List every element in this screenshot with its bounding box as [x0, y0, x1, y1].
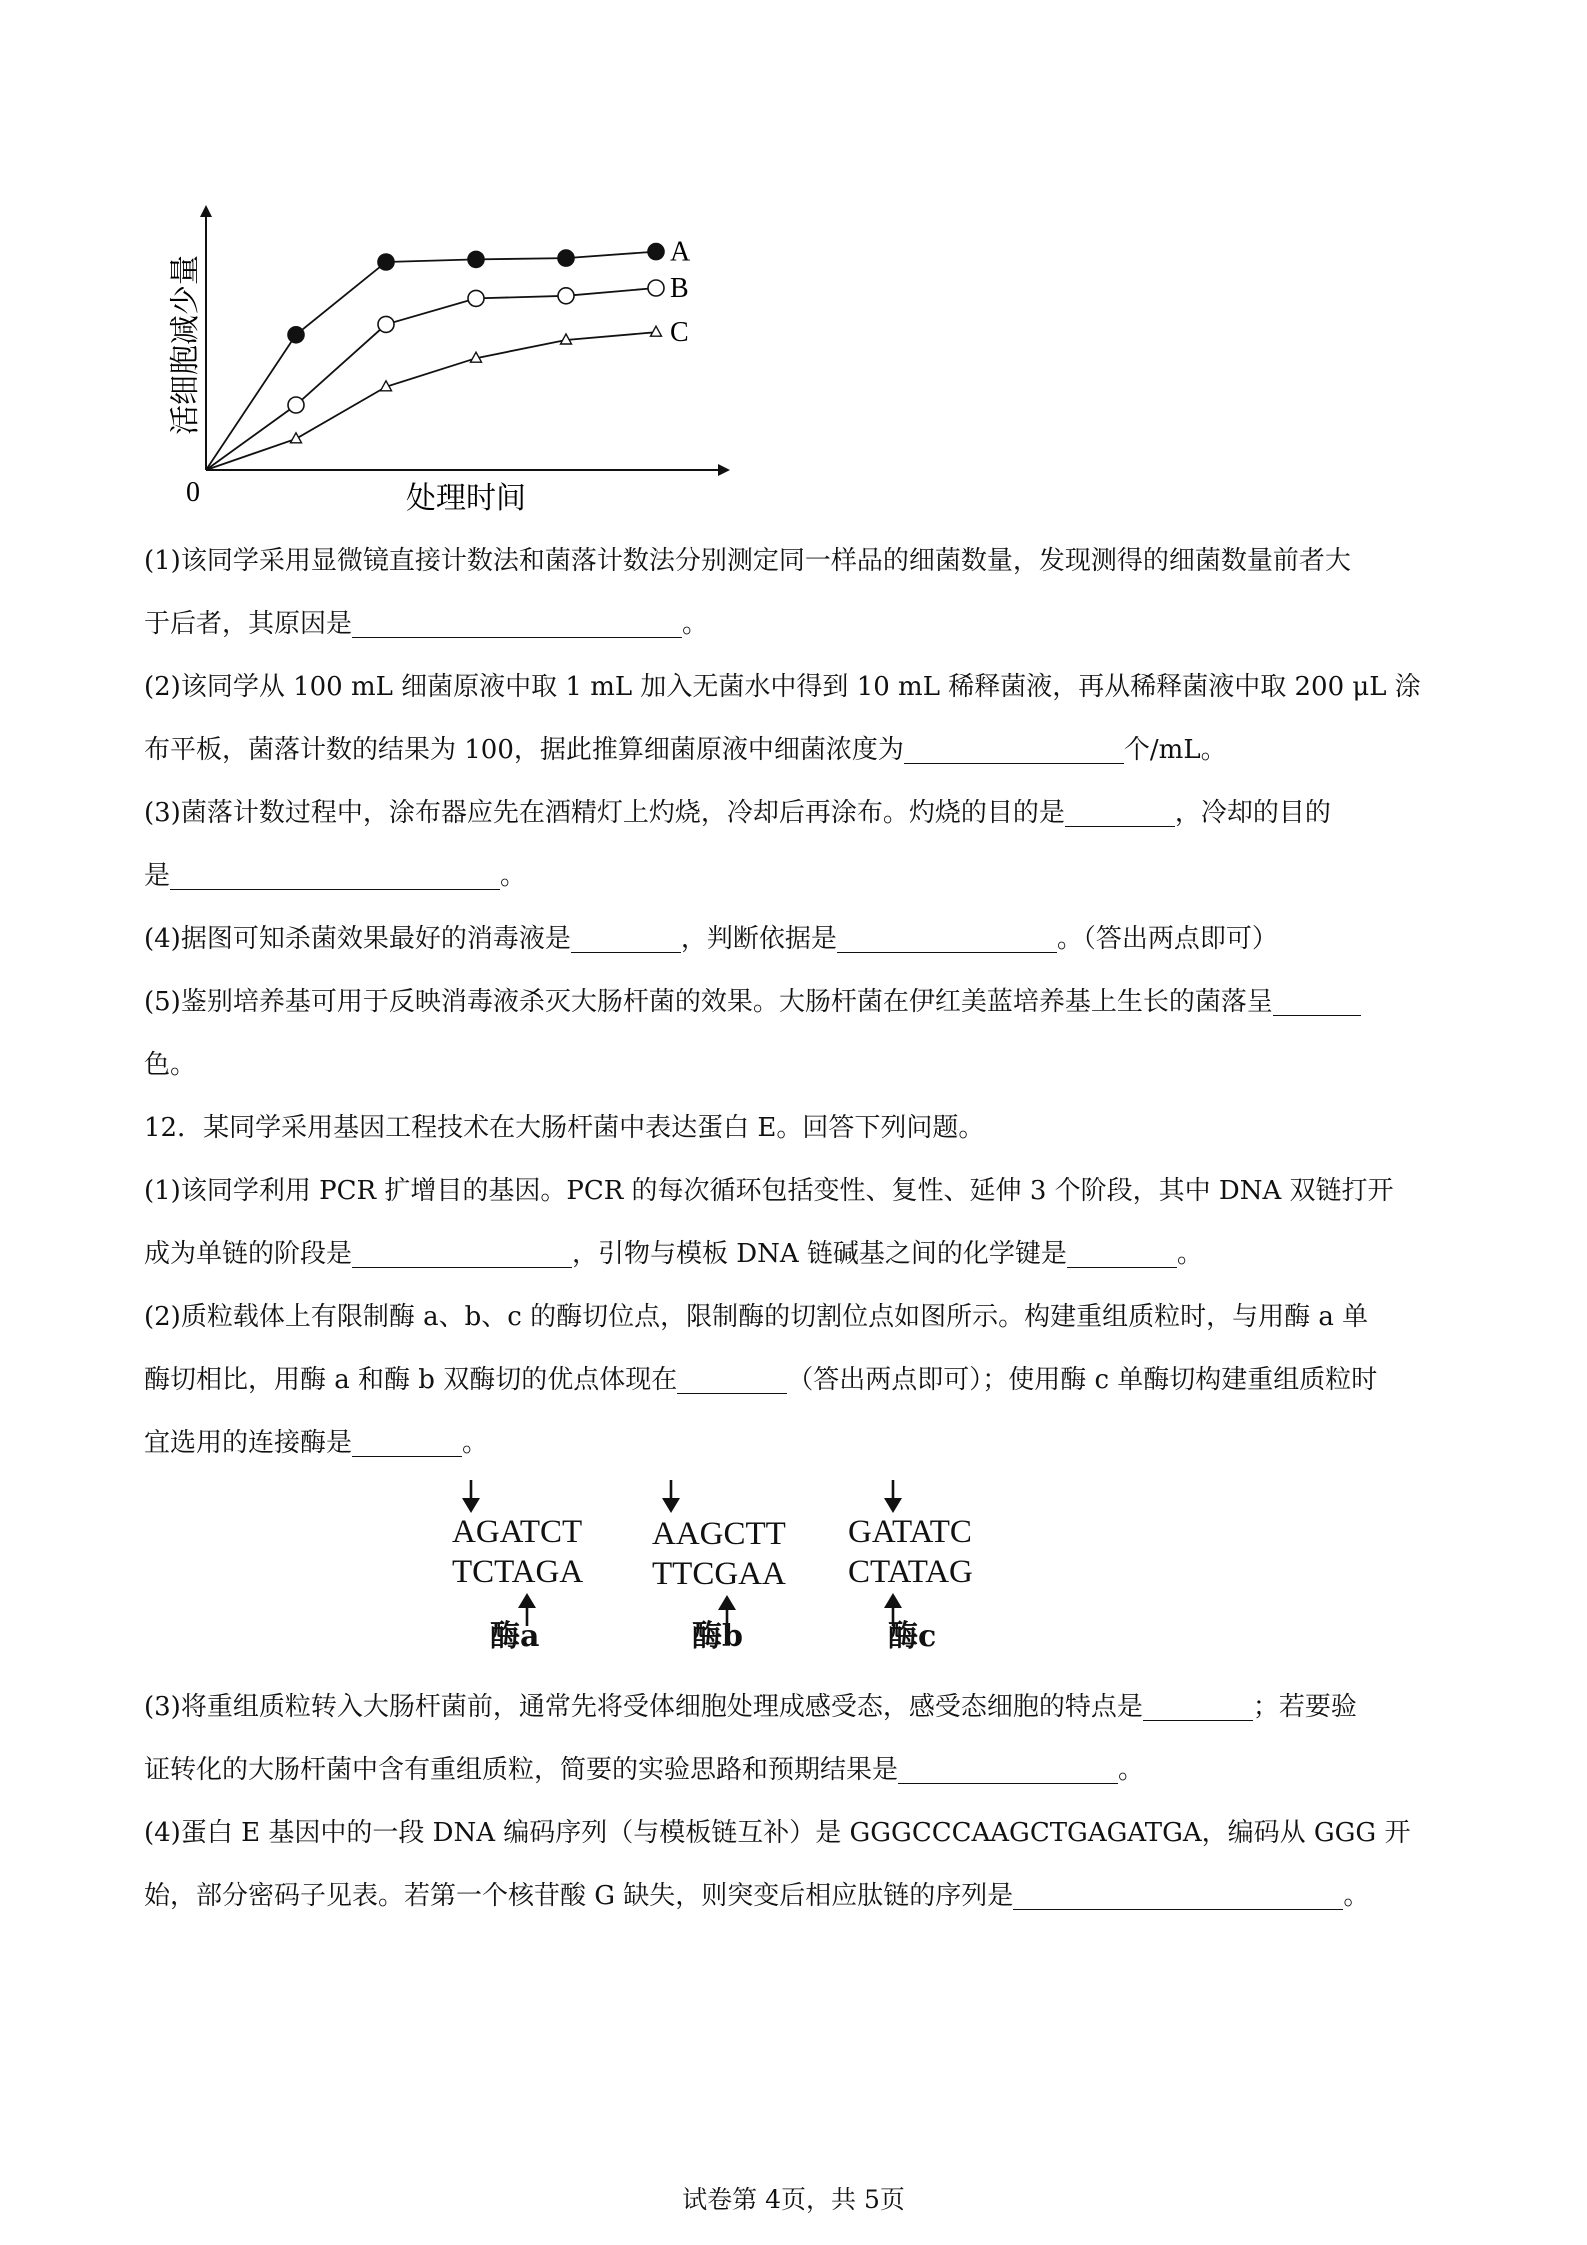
cut-arrow-down-icon	[660, 1480, 682, 1514]
cut-arrow-down-icon	[460, 1480, 482, 1514]
x-axis-label: 处理时间	[406, 481, 526, 516]
series-line-a	[206, 252, 656, 470]
point-b-2	[378, 316, 394, 332]
legend-label-b: B	[670, 273, 689, 304]
answer-blank[interactable]	[352, 1426, 462, 1457]
point-c-5	[651, 326, 662, 336]
page-footer: 试卷第 4页，共 5页	[682, 2185, 905, 2214]
point-a-3	[468, 251, 484, 267]
answer-blank[interactable]	[837, 922, 1057, 953]
answer-blank[interactable]	[170, 859, 500, 890]
answer-blank[interactable]	[1013, 1879, 1343, 1910]
answer-blank[interactable]	[1273, 985, 1361, 1016]
answer-blank[interactable]	[571, 922, 681, 953]
point-a-4	[558, 250, 574, 266]
origin-label: 0	[186, 477, 200, 508]
q12-part3-4: (3)将重组质粒转入大肠杆菌前，通常先将受体细胞处理成感受态，感受态细胞的特点是 ；若要验 证转化的大肠杆菌中含有重组质粒，简要的实验思路和预期结果是 。 (4)蛋白 E 基因中的一段 DNA 编码序列（与模板链互补）是 GGGCCCAAGCTGAGATGA，编码从 GGG 开 始，部分密码子见表。若第一个核苷酸 G 缺失，则突变后相应肽链的序列是 。	[144, 1692, 1411, 1911]
point-b-3	[468, 290, 484, 306]
point-c-1	[291, 433, 302, 443]
q11-part5: (5)鉴别培养基可用于反映消毒液杀灭大肠杆菌的效果。大肠杆菌在伊红美蓝培养基上生长的菌落呈 色。	[144, 971, 1454, 1097]
answer-blank[interactable]	[1143, 1690, 1253, 1721]
answer-blank[interactable]	[352, 1237, 572, 1268]
sterilization-line-chart	[140, 195, 760, 535]
point-a-1	[288, 327, 304, 343]
series-line-c	[206, 332, 656, 470]
point-a-2	[378, 254, 394, 270]
answer-blank[interactable]	[904, 733, 1124, 764]
restriction-enzyme-figure: AGATCT TCTAGA 酶a AAGCTT TTCGAA 酶b GATATC CTATAG 酶c	[144, 1480, 1454, 1660]
answer-blank[interactable]	[898, 1753, 1118, 1784]
point-b-5	[648, 280, 664, 296]
q11-part3: (3)菌落计数过程中，涂布器应先在酒精灯上灼烧，冷却后再涂布。灼烧的目的是 ，冷却的目的 是 。	[144, 798, 1331, 891]
legend-label-a: A	[670, 236, 691, 268]
point-b-1	[288, 397, 304, 413]
q11-part2: (2)该同学从 100 mL 细菌原液中取 1 mL 加入无菌水中得到 10 mL 稀释菌液，再从稀释菌液中取 200 μL 涂 布平板，菌落计数的结果为 100，据此推算细菌原液中细菌浓度为 个/mL。	[144, 672, 1421, 765]
cut-arrow-down-icon	[882, 1480, 904, 1514]
q11-part4: (4)据图可知杀菌效果最好的消毒液是 ，判断依据是 。（答出两点即可）	[144, 924, 1278, 954]
answer-blank[interactable]	[677, 1363, 787, 1394]
y-axis-label: 活细胞减少量	[168, 255, 203, 435]
legend-label-c: C	[670, 317, 689, 349]
point-b-4	[558, 288, 574, 304]
answer-blank[interactable]	[352, 607, 682, 638]
series-line-b	[206, 288, 656, 470]
answer-blank[interactable]	[1065, 796, 1175, 827]
q12-stem: 12．某同学采用基因工程技术在大肠杆菌中表达蛋白 E。回答下列问题。 (1)该同学利用 PCR 扩增目的基因。PCR 的每次循环包括变性、复性、延伸 3 个阶段，其中 DNA 双链打开 成为单链的阶段是 ，引物与模板 DNA 链碱基之间的化学键是 。 (2)质粒载体上有限制酶 a、b、c 的酶切位点，限制酶的切割位点如图所示。构建重组质粒时，与用酶 a 单 酶切相比，用酶 a 和酶 b 双酶切的优点体现在 （答出两点即可）；使用酶 c 单酶切构建重组质粒时 宜选用的连接酶是 。	[144, 1113, 1394, 1458]
point-a-5	[648, 244, 664, 260]
answer-blank[interactable]	[1067, 1237, 1177, 1268]
q11-part1: (1)该同学采用显微镜直接计数法和菌落计数法分别测定同一样品的细菌数量，发现测得的细菌数量前者大 于后者，其原因是 。	[144, 546, 1351, 639]
